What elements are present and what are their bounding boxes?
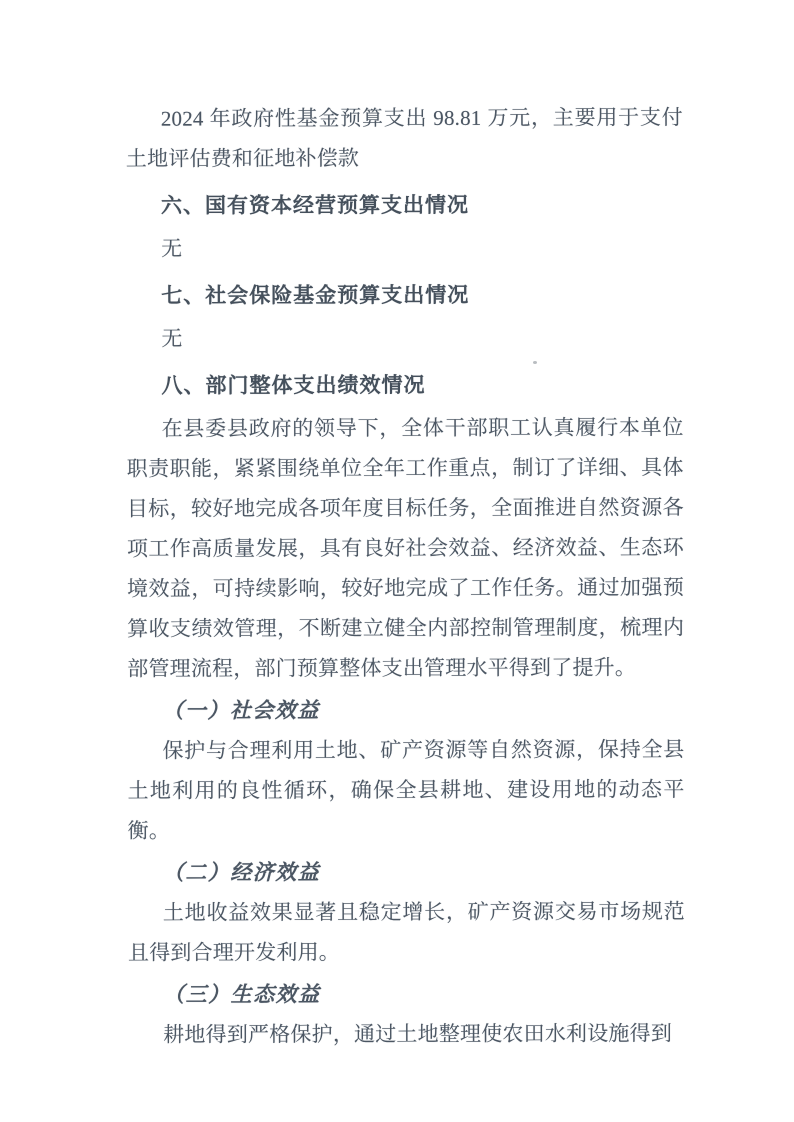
scan-artifact-speck [533, 361, 537, 364]
section-heading-6: 六、国有资本经营预算支出情况 [161, 193, 470, 218]
paragraph-none-1: 无 [161, 236, 183, 261]
paragraph-none-2: 无 [161, 326, 183, 351]
section-heading-7: 七、社会保险基金预算支出情况 [161, 283, 470, 308]
subheading-social-benefit: （一）社会效益 [162, 698, 320, 723]
subheading-economic-benefit: （二）经济效益 [162, 860, 321, 885]
paragraph-performance-overview: 在县委县政府的领导下，全体干部职工认真履行本单位职责职能，紧紧围绕单位全年工作重点，制订了详细、具体目标，较好地完成各项年度目标任务，全面推进自然资源各项工作高质量发展，具有良好社会效益、经济效益、生态环境效益，可持续影响，较好地完成了工作任务。通过加强预算收支绩效管理，不断建立健全内部控制管理制度，梳理内部管理流程，部门预算整体支出管理水平得到了提升。 [126, 415, 685, 681]
paragraph-ecological-benefit: 耕地得到严格保护，通过土地整理使农田水利设施得到 [163, 1021, 673, 1047]
paragraph-social-benefit: 保护与合理利用土地、矿产资源等自然资源，保持全县土地利用的良性循环，确保全县耕地、建设用地的动态平衡。 [127, 737, 685, 843]
paragraph-gov-fund-expenditure: 2024 年政府性基金预算支出 98.81 万元，主要用于支付土地评估费和征地补偿款 [125, 105, 683, 171]
subheading-ecological-benefit: （三）生态效益 [163, 982, 321, 1007]
paragraph-economic-benefit: 土地收益效果显著且稳定增长，矿产资源交易市场规范且得到合理开发利用。 [127, 899, 685, 965]
document-body [126, 97, 686, 1054]
section-heading-8: 八、部门整体支出绩效情况 [161, 373, 426, 398]
